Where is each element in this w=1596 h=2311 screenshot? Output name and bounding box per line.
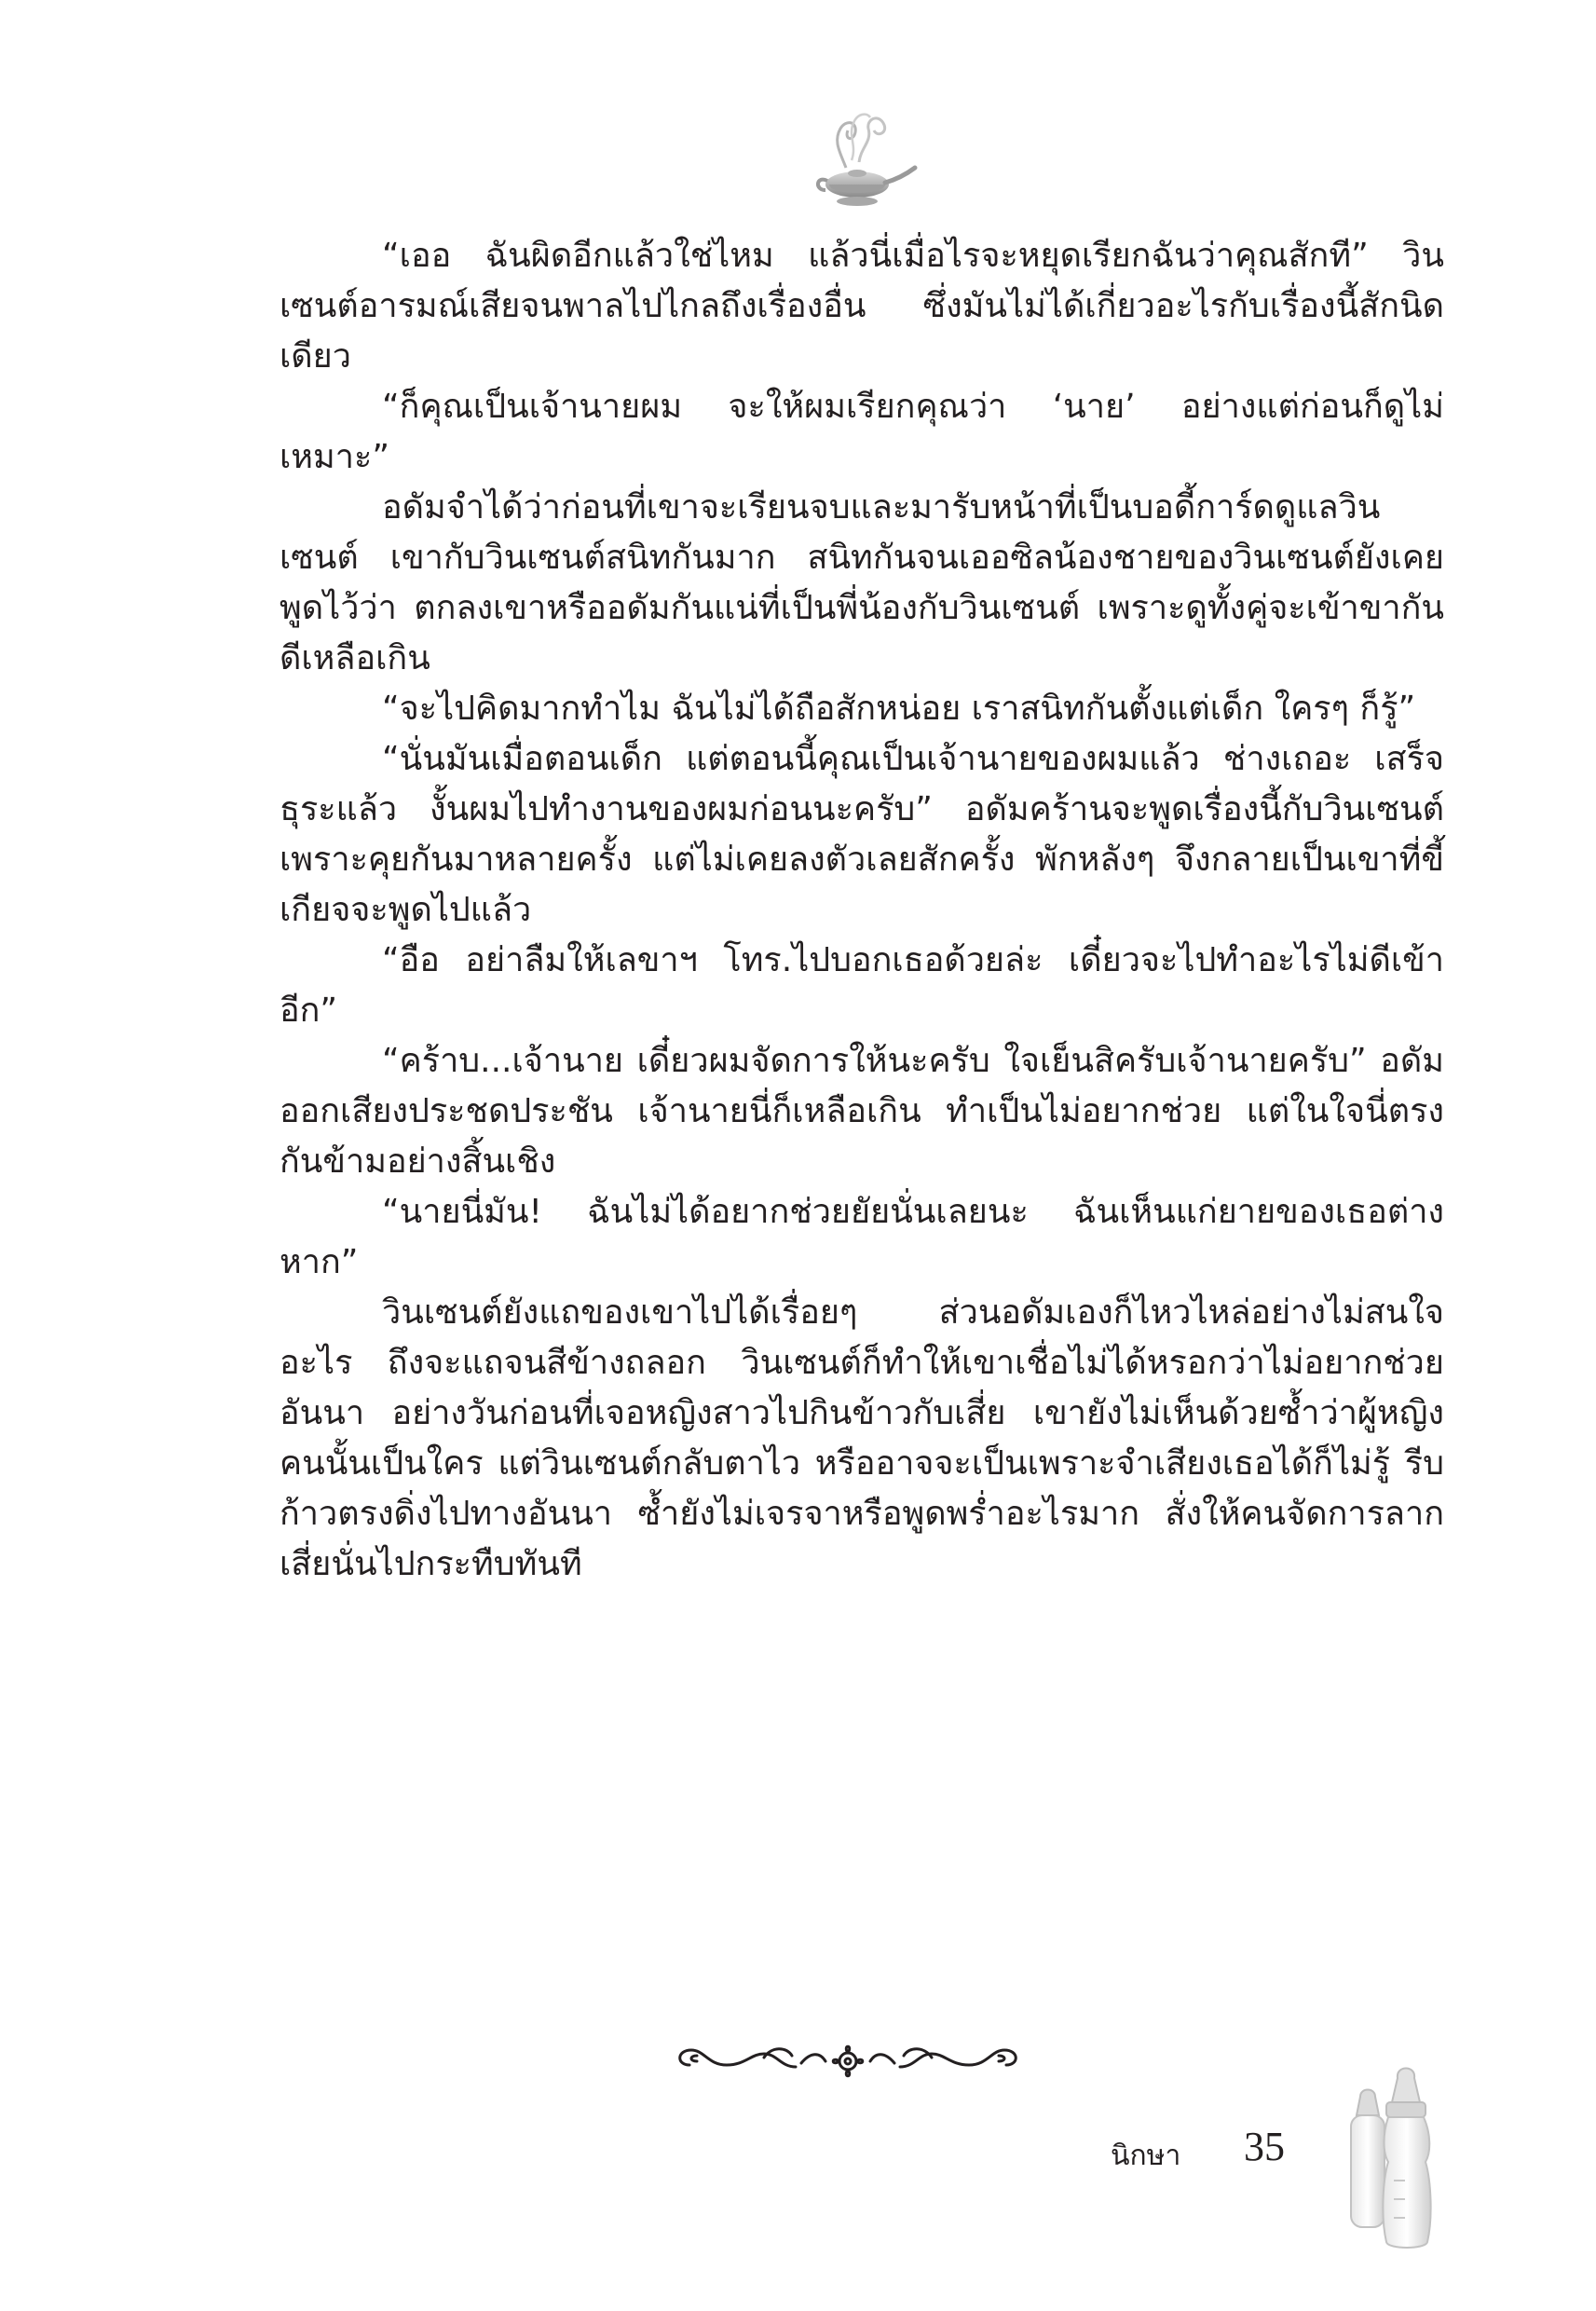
paragraph: “นายนี่มัน! ฉันไม่ได้อยากช่วยยัยนั่นเลยนะ ฉันเห็นแก่ยายของเธอต่างหาก”	[280, 1193, 1444, 1281]
body-text	[280, 231, 1444, 1590]
baby-bottle-icon	[1342, 2059, 1444, 2255]
paragraph: “อือ อย่าลืมให้เลขาฯ โทร.ไปบอกเธอด้วยล่ะ เดี๋ยวจะไปทำอะไรไม่ดีเข้าอีก”	[280, 941, 1444, 1030]
paragraph: “คร้าบ...เจ้านาย เดี๋ยวผมจัดการให้นะครับ ใจเย็นสิครับเจ้านายครับ” อดัมออกเสียงประชดประชัน เจ้านายนี่ก็เหลือเกิน ทำเป็นไม่อยากช่วย แต่ในใจนี่ตรงกันข้ามอย่างสิ้นเชิง	[280, 1042, 1444, 1181]
paragraph: อดัมจำได้ว่าก่อนที่เขาจะเรียนจบและมารับหน้าที่เป็นบอดี้การ์ดดูแลวินเซนต์ เขากับวินเซนต์สนิทกันมาก สนิทกันจนเออซิลน้องชายของวินเซนต์ยังเคยพูดไว้ว่า ตกลงเขาหรืออดัมกันแน่ที่เป็นพี่น้องกับวินเซนต์ เพราะดูทั้งคู่จะเข้าขากันดีเหลือเกิน	[280, 488, 1444, 677]
paragraph: “เออ ฉันผิดอีกแล้วใช่ไหม แล้วนี่เมื่อไรจะหยุดเรียกฉันว่าคุณสักที” วินเซนต์อารมณ์เสียจนพาลไปไกลถึงเรื่องอื่น ซึ่งมันไม่ได้เกี่ยวอะไรกับเรื่องนี้สักนิดเดียว	[280, 237, 1444, 376]
paragraph: “จะไปคิดมากทำไม ฉันไม่ได้ถือสักหน่อย เราสนิทกันตั้งแต่เด็ก ใครๆ ก็รู้”	[382, 690, 1416, 728]
page-number: 35	[1244, 2124, 1285, 2169]
scroll-divider-icon	[671, 2033, 1025, 2089]
book-title: นิกษา	[1111, 2140, 1181, 2172]
paragraph: วินเซนต์ยังแถของเขาไปได้เรื่อยๆ ส่วนอดัมเองก็ไหวไหล่อย่างไม่สนใจอะไร ถึงจะแถจนสีข้างถลอก วินเซนต์ก็ทำให้เขาเชื่อไม่ได้หรอกว่าไม่อยากช่วยอันนา อย่างวันก่อนที่เจอหญิงสาวไปกินข้าวกับเสี่ย เขายังไม่เห็นด้วยซ้ำว่าผู้หญิงคนนั้นเป็นใคร แต่วินเซนต์กลับตาไว หรืออาจจะเป็นเพราะจำเสียงเธอได้ก็ไม่รู้ รีบก้าวตรงดิ่งไปทางอันนา ซ้ำยังไม่เจรจาหรือพูดพร่ำอะไรมาก สั่งให้คนจัดการลากเสี่ยนั่นไปกระทืบทันที	[280, 1293, 1444, 1583]
paragraph: “ก็คุณเป็นเจ้านายผม จะให้ผมเรียกคุณว่า ‘นาย’ อย่างแต่ก่อนก็ดูไม่เหมาะ”	[280, 388, 1444, 476]
lamp-ornament-icon	[792, 104, 922, 216]
paragraph: “นั่นมันเมื่อตอนเด็ก แต่ตอนนี้คุณเป็นเจ้านายของผมแล้ว ช่างเถอะ เสร็จธุระแล้ว งั้นผมไปทำงานของผมก่อนนะครับ” อดัมคร้านจะพูดเรื่องนี้กับวินเซนต์ เพราะคุยกันมาหลายครั้ง แต่ไม่เคยลงตัวเลยสักครั้ง พักหลังๆ จึงกลายเป็นเขาที่ขี้เกียจจะพูดไปแล้ว	[280, 740, 1444, 929]
